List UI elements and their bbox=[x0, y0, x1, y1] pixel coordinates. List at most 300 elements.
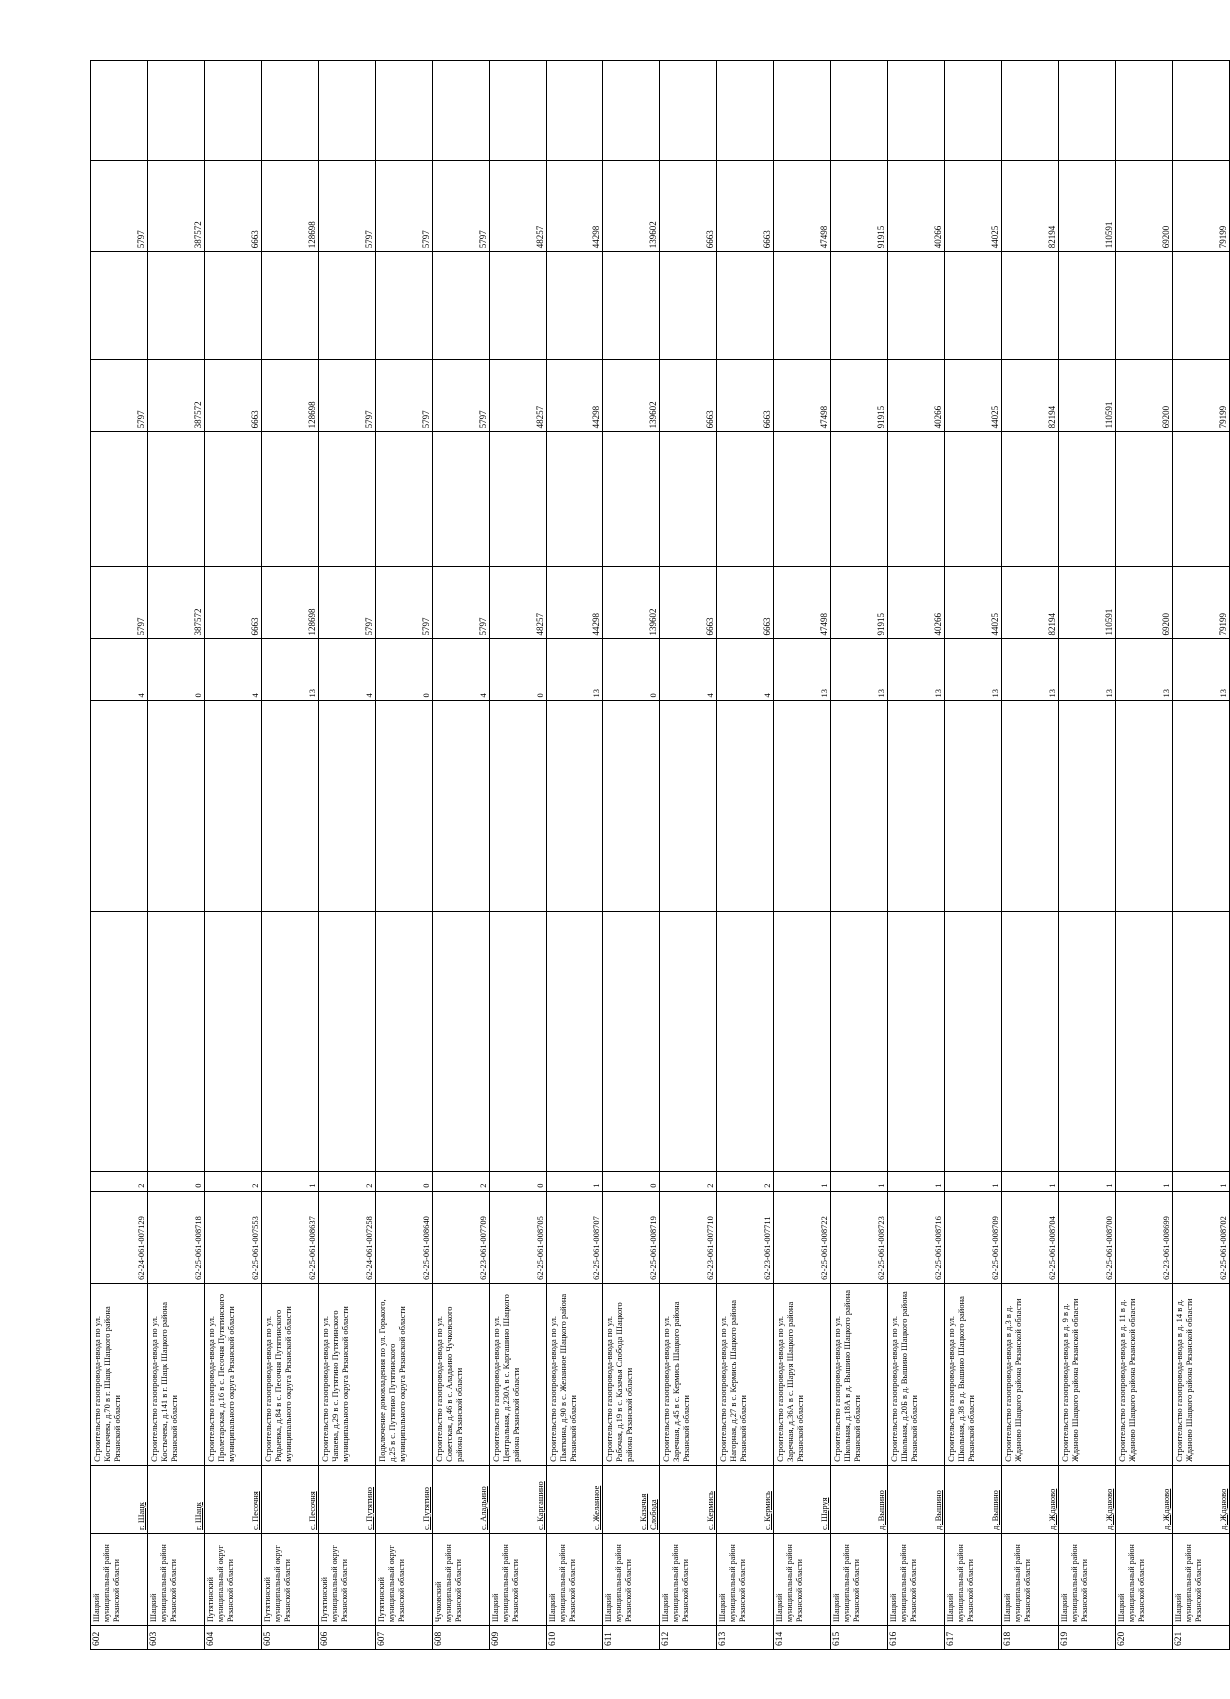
object-code-text: 62-23-061-008699 bbox=[1160, 1216, 1171, 1280]
quantity-text: 13 bbox=[1046, 688, 1057, 698]
value-cell-4 bbox=[1172, 161, 1229, 252]
empty-cell bbox=[91, 61, 148, 161]
table-row bbox=[774, 61, 831, 1650]
description-text: Строительство газопровода-ввода по ул. Школьная, д.38 в д. Вышино Шацкого района Рязанской области bbox=[946, 1296, 977, 1462]
object-code-cell bbox=[91, 1191, 148, 1283]
description-cell bbox=[91, 1283, 148, 1465]
empty-cell bbox=[204, 61, 261, 161]
quantity-text: 13 bbox=[306, 688, 317, 698]
object-code-cell bbox=[945, 1191, 1002, 1283]
value-4-text: 110591 bbox=[1103, 221, 1114, 249]
empty-cell bbox=[774, 911, 831, 1171]
row-number-cell bbox=[1002, 1626, 1059, 1650]
object-code-text: 62-25-061-008718 bbox=[192, 1216, 203, 1280]
count-cell bbox=[831, 1171, 888, 1191]
value-cell-2 bbox=[1172, 360, 1229, 432]
object-code-cell bbox=[1002, 1191, 1059, 1283]
value-2-text: 69200 bbox=[1160, 405, 1171, 429]
object-code-text: 62-25-061-008637 bbox=[306, 1216, 317, 1280]
empty-cell bbox=[1002, 432, 1059, 567]
municipality-cell bbox=[261, 1533, 318, 1625]
quantity-cell bbox=[660, 639, 717, 701]
table-row bbox=[888, 61, 945, 1650]
row-number-text: 606 bbox=[319, 1631, 330, 1646]
value-cell-2 bbox=[489, 360, 546, 432]
description-cell bbox=[660, 1283, 717, 1465]
row-number-cell bbox=[831, 1626, 888, 1650]
table-row bbox=[204, 61, 261, 1650]
description-cell bbox=[318, 1283, 375, 1465]
count-text: 2 bbox=[477, 1183, 488, 1188]
count-cell bbox=[1115, 1171, 1172, 1191]
object-code-text: 62-25-061-008723 bbox=[876, 1216, 887, 1280]
row-number-cell bbox=[945, 1626, 1002, 1650]
empty-cell bbox=[318, 432, 375, 567]
description-text: Строительство газопровода-ввода по ул. Нагорная, д.27 в с. Кермись Шацкого района Рязанской области bbox=[718, 1299, 749, 1462]
empty-cell bbox=[546, 61, 603, 161]
value-cell-1 bbox=[318, 567, 375, 639]
empty-cell bbox=[888, 911, 945, 1171]
value-cell-1 bbox=[1172, 567, 1229, 639]
settlement-text: с. Кермись bbox=[762, 1491, 773, 1530]
quantity-cell bbox=[204, 639, 261, 701]
value-2-text: 47498 bbox=[819, 405, 830, 429]
settlement-cell bbox=[1115, 1465, 1172, 1533]
quantity-text: 13 bbox=[876, 688, 887, 698]
value-4-text: 139602 bbox=[648, 221, 659, 249]
table-row bbox=[1058, 61, 1115, 1650]
settlement-text: с. Песочня bbox=[306, 1491, 317, 1530]
count-cell bbox=[717, 1171, 774, 1191]
empty-cell bbox=[1058, 61, 1115, 161]
value-2-text: 5797 bbox=[363, 410, 374, 429]
table-row bbox=[91, 61, 148, 1650]
description-text: Строительство газопровода-ввода по ул. Костычева, д.141 в г. Шацк Шацкого района Рязанской области bbox=[148, 1302, 179, 1462]
quantity-cell bbox=[603, 639, 660, 701]
value-cell-3 bbox=[774, 252, 831, 360]
data-table bbox=[90, 60, 1230, 1650]
municipality-cell bbox=[1058, 1533, 1115, 1625]
quantity-text: 13 bbox=[1103, 688, 1114, 698]
value-cell-4 bbox=[1115, 161, 1172, 252]
count-text: 1 bbox=[306, 1183, 317, 1188]
value-cell-3 bbox=[546, 252, 603, 360]
value-cell-3 bbox=[489, 252, 546, 360]
quantity-cell bbox=[432, 639, 489, 701]
table-row bbox=[1115, 61, 1172, 1650]
row-number-cell bbox=[888, 1626, 945, 1650]
table-row bbox=[546, 61, 603, 1650]
count-cell bbox=[660, 1171, 717, 1191]
table-row bbox=[831, 61, 888, 1650]
count-cell bbox=[147, 1171, 204, 1191]
value-cell-4 bbox=[1002, 161, 1059, 252]
value-4-text: 48257 bbox=[534, 225, 545, 249]
quantity-text: 13 bbox=[819, 688, 830, 698]
count-text: 2 bbox=[363, 1183, 374, 1188]
value-cell-2 bbox=[1058, 360, 1115, 432]
value-2-text: 6663 bbox=[249, 410, 260, 429]
empty-cell bbox=[204, 911, 261, 1171]
value-cell-2 bbox=[318, 360, 375, 432]
value-1-text: 5797 bbox=[363, 617, 374, 636]
object-code-cell bbox=[432, 1191, 489, 1283]
empty-cell bbox=[432, 911, 489, 1171]
municipality-text: Шацкий муниципальный район Рязанской области bbox=[92, 1544, 121, 1622]
object-code-cell bbox=[774, 1191, 831, 1283]
quantity-cell bbox=[831, 639, 888, 701]
empty-cell bbox=[774, 701, 831, 911]
rotated-table-container bbox=[90, 60, 1230, 1650]
value-1-text: 139602 bbox=[648, 608, 659, 636]
value-4-text: 5797 bbox=[420, 230, 431, 249]
empty-cell bbox=[1172, 432, 1229, 567]
empty-cell bbox=[1115, 701, 1172, 911]
empty-cell bbox=[1172, 911, 1229, 1171]
quantity-cell bbox=[1115, 639, 1172, 701]
empty-cell bbox=[831, 701, 888, 911]
quantity-cell bbox=[888, 639, 945, 701]
value-4-text: 6663 bbox=[249, 230, 260, 249]
value-cell-4 bbox=[261, 161, 318, 252]
value-cell-1 bbox=[1002, 567, 1059, 639]
row-number-text: 620 bbox=[1116, 1631, 1127, 1646]
value-cell-3 bbox=[261, 252, 318, 360]
quantity-text: 0 bbox=[648, 693, 659, 698]
description-cell bbox=[831, 1283, 888, 1465]
count-text: 2 bbox=[705, 1183, 716, 1188]
value-cell-3 bbox=[204, 252, 261, 360]
object-code-cell bbox=[660, 1191, 717, 1283]
count-cell bbox=[945, 1171, 1002, 1191]
value-2-text: 139602 bbox=[648, 401, 659, 429]
settlement-text: с. Казачья Слобода bbox=[638, 1493, 659, 1530]
value-4-text: 82194 bbox=[1046, 225, 1057, 249]
table-row bbox=[147, 61, 204, 1650]
empty-cell bbox=[489, 61, 546, 161]
count-text: 2 bbox=[135, 1183, 146, 1188]
value-cell-1 bbox=[660, 567, 717, 639]
row-number-cell bbox=[774, 1626, 831, 1650]
empty-cell bbox=[660, 911, 717, 1171]
count-text: 1 bbox=[990, 1183, 1000, 1188]
value-cell-3 bbox=[831, 252, 888, 360]
settlement-cell bbox=[375, 1465, 432, 1533]
value-cell-2 bbox=[375, 360, 432, 432]
row-number-text: 607 bbox=[376, 1631, 387, 1646]
empty-cell bbox=[432, 61, 489, 161]
row-number-cell bbox=[91, 1626, 148, 1650]
table-row bbox=[318, 61, 375, 1650]
empty-cell bbox=[603, 432, 660, 567]
description-cell bbox=[1115, 1283, 1172, 1465]
quantity-cell bbox=[375, 639, 432, 701]
description-cell bbox=[147, 1283, 204, 1465]
empty-cell bbox=[1002, 61, 1059, 161]
quantity-cell bbox=[489, 639, 546, 701]
settlement-cell bbox=[717, 1465, 774, 1533]
municipality-cell bbox=[375, 1533, 432, 1625]
settlement-text: с. Аладьино bbox=[477, 1486, 488, 1530]
row-number-text: 605 bbox=[262, 1631, 273, 1646]
value-2-text: 82194 bbox=[1046, 405, 1057, 429]
municipality-cell bbox=[831, 1533, 888, 1625]
object-code-text: 62-25-061-008722 bbox=[819, 1216, 830, 1280]
description-cell bbox=[603, 1283, 660, 1465]
value-4-text: 5797 bbox=[135, 230, 146, 249]
table-row bbox=[717, 61, 774, 1650]
empty-cell bbox=[546, 911, 603, 1171]
value-cell-1 bbox=[489, 567, 546, 639]
empty-cell bbox=[1058, 701, 1115, 911]
empty-cell bbox=[204, 701, 261, 911]
value-cell-1 bbox=[888, 567, 945, 639]
row-number-text: 609 bbox=[490, 1631, 501, 1646]
settlement-text: д. Жданово bbox=[1160, 1488, 1171, 1530]
row-number-cell bbox=[147, 1626, 204, 1650]
quantity-text: 13 bbox=[933, 688, 944, 698]
description-text: Строительство газопровода-ввода по ул. Школьная, д.20Б в д. Вышино Шацкого района Рязанской области bbox=[889, 1291, 920, 1462]
settlement-text: д. Жданово bbox=[1103, 1488, 1114, 1530]
description-cell bbox=[888, 1283, 945, 1465]
value-1-text: 82194 bbox=[1046, 612, 1057, 636]
count-text: 0 bbox=[648, 1183, 659, 1188]
row-number-text: 616 bbox=[889, 1631, 900, 1646]
municipality-cell bbox=[546, 1533, 603, 1625]
settlement-text: с. Путятино bbox=[420, 1486, 431, 1530]
municipality-cell bbox=[204, 1533, 261, 1625]
value-cell-2 bbox=[147, 360, 204, 432]
value-cell-1 bbox=[432, 567, 489, 639]
value-1-text: 110591 bbox=[1103, 608, 1114, 636]
value-4-text: 5797 bbox=[363, 230, 374, 249]
municipality-cell bbox=[147, 1533, 204, 1625]
value-cell-3 bbox=[147, 252, 204, 360]
count-text: 1 bbox=[933, 1183, 944, 1188]
empty-cell bbox=[660, 701, 717, 911]
value-4-text: 5797 bbox=[477, 230, 488, 249]
empty-cell bbox=[1058, 432, 1115, 567]
settlement-cell bbox=[91, 1465, 148, 1533]
empty-cell bbox=[261, 911, 318, 1171]
object-code-cell bbox=[831, 1191, 888, 1283]
description-cell bbox=[1058, 1283, 1115, 1465]
value-cell-4 bbox=[717, 161, 774, 252]
settlement-cell bbox=[546, 1465, 603, 1533]
count-cell bbox=[1002, 1171, 1059, 1191]
description-cell bbox=[1002, 1283, 1059, 1465]
quantity-text: 0 bbox=[420, 693, 431, 698]
municipality-cell bbox=[660, 1533, 717, 1625]
description-text: Строительство газопровода-ввода по ул. Пьяткина, д.90 в с. Желанное Шацкого района Рязанской области bbox=[547, 1293, 578, 1462]
value-2-text: 6663 bbox=[762, 410, 773, 429]
quantity-text: 13 bbox=[1218, 688, 1228, 698]
empty-cell bbox=[1058, 911, 1115, 1171]
value-cell-3 bbox=[375, 252, 432, 360]
empty-cell bbox=[660, 432, 717, 567]
description-cell bbox=[1172, 1283, 1229, 1465]
empty-cell bbox=[432, 432, 489, 567]
row-number-text: 608 bbox=[433, 1631, 444, 1646]
object-code-text: 62-25-061-007553 bbox=[249, 1216, 260, 1280]
municipality-text: Шацкий муниципальный район Рязанской области bbox=[547, 1544, 577, 1622]
value-1-text: 387572 bbox=[192, 608, 203, 636]
municipality-text: Шацкий муниципальный район Рязанской области bbox=[946, 1544, 976, 1622]
description-cell bbox=[945, 1283, 1002, 1465]
value-cell-3 bbox=[1172, 252, 1229, 360]
settlement-cell bbox=[888, 1465, 945, 1533]
table-row bbox=[375, 61, 432, 1650]
value-1-text: 44298 bbox=[591, 612, 602, 636]
row-number-text: 610 bbox=[547, 1631, 558, 1646]
municipality-text: Шацкий муниципальный район Рязанской области bbox=[604, 1544, 634, 1622]
value-cell-2 bbox=[432, 360, 489, 432]
description-cell bbox=[546, 1283, 603, 1465]
count-cell bbox=[91, 1171, 148, 1191]
table-row bbox=[603, 61, 660, 1650]
quantity-text: 4 bbox=[477, 693, 488, 698]
value-cell-3 bbox=[432, 252, 489, 360]
description-cell bbox=[261, 1283, 318, 1465]
count-cell bbox=[375, 1171, 432, 1191]
row-number-text: 619 bbox=[1059, 1631, 1070, 1646]
value-2-text: 5797 bbox=[420, 410, 431, 429]
municipality-cell bbox=[91, 1533, 148, 1625]
value-cell-4 bbox=[888, 161, 945, 252]
value-4-text: 44025 bbox=[990, 225, 1000, 249]
count-text: 1 bbox=[819, 1183, 830, 1188]
object-code-text: 62-25-061-008704 bbox=[1046, 1216, 1057, 1280]
settlement-text: с. Кермись bbox=[705, 1491, 716, 1530]
empty-cell bbox=[717, 911, 774, 1171]
empty-cell bbox=[261, 61, 318, 161]
quantity-cell bbox=[1002, 639, 1059, 701]
value-cell-4 bbox=[375, 161, 432, 252]
row-number-text: 615 bbox=[832, 1631, 843, 1646]
count-cell bbox=[432, 1171, 489, 1191]
object-code-text: 62-25-061-008716 bbox=[933, 1216, 944, 1280]
empty-cell bbox=[375, 61, 432, 161]
empty-cell bbox=[660, 61, 717, 161]
value-cell-4 bbox=[546, 161, 603, 252]
row-number-text: 617 bbox=[946, 1631, 957, 1646]
row-number-cell bbox=[261, 1626, 318, 1650]
row-number-cell bbox=[603, 1626, 660, 1650]
empty-cell bbox=[831, 911, 888, 1171]
settlement-cell bbox=[1002, 1465, 1059, 1533]
quantity-cell bbox=[91, 639, 148, 701]
description-text: Строительство газопровода-ввода по ул. Школьная, д.18А в д. Вышино Шацкого района Рязанской области bbox=[832, 1289, 863, 1462]
value-cell-4 bbox=[660, 161, 717, 252]
description-text: Строительство газопровода-ввода по ул. Центральная, д.230А в с. Каргашино Шацкого района Рязанской области bbox=[490, 1294, 521, 1462]
value-cell-3 bbox=[318, 252, 375, 360]
municipality-cell bbox=[1002, 1533, 1059, 1625]
description-text: Строительство газопровода-ввода по ул. Рядыевка, д.84 в с. Песочня Путятинского муниципального округа Рязанской области bbox=[262, 1306, 293, 1462]
object-code-cell bbox=[546, 1191, 603, 1283]
count-text: 2 bbox=[249, 1183, 260, 1188]
empty-cell bbox=[147, 911, 204, 1171]
description-cell bbox=[375, 1283, 432, 1465]
count-cell bbox=[546, 1171, 603, 1191]
value-cell-2 bbox=[204, 360, 261, 432]
municipality-cell bbox=[318, 1533, 375, 1625]
value-1-text: 6663 bbox=[762, 617, 773, 636]
count-text: 1 bbox=[1103, 1183, 1114, 1188]
row-number-text: 618 bbox=[1003, 1631, 1013, 1646]
value-1-text: 69200 bbox=[1160, 612, 1171, 636]
quantity-cell bbox=[147, 639, 204, 701]
count-cell bbox=[204, 1171, 261, 1191]
settlement-text: с. Каргашино bbox=[534, 1481, 545, 1530]
count-text: 0 bbox=[534, 1183, 545, 1188]
object-code-cell bbox=[717, 1191, 774, 1283]
empty-cell bbox=[489, 701, 546, 911]
value-4-text: 40266 bbox=[933, 225, 944, 249]
municipality-cell bbox=[1172, 1533, 1229, 1625]
value-1-text: 48257 bbox=[534, 612, 545, 636]
value-cell-3 bbox=[603, 252, 660, 360]
row-number-cell bbox=[375, 1626, 432, 1650]
description-text: Строительство газопровода-ввода по ул. Чапаева, д.29 в с. Путятино Путятинского муниципального округа Рязанской области bbox=[319, 1306, 350, 1462]
value-cell-2 bbox=[1115, 360, 1172, 432]
quantity-cell bbox=[717, 639, 774, 701]
municipality-text: Путятинский муниципальный округ Рязанской области bbox=[205, 1545, 235, 1622]
value-2-text: 40266 bbox=[933, 405, 944, 429]
object-code-text: 62-25-061-008719 bbox=[648, 1216, 659, 1280]
settlement-cell bbox=[945, 1465, 1002, 1533]
value-cell-1 bbox=[261, 567, 318, 639]
value-cell-3 bbox=[945, 252, 1002, 360]
table-row bbox=[660, 61, 717, 1650]
municipality-cell bbox=[717, 1533, 774, 1625]
description-text: Строительство газопровода-ввода по ул. Заречная, д.36А в с. Шаруя Шацкого района Рязанской области bbox=[775, 1301, 806, 1462]
value-2-text: 5797 bbox=[135, 410, 146, 429]
settlement-text: д. Вышино bbox=[990, 1490, 1000, 1530]
value-cell-2 bbox=[660, 360, 717, 432]
description-text: Строительство газопровода-ввода в д. 9 в д. Жданово Шацкого района Рязанской области bbox=[1059, 1298, 1080, 1462]
municipality-text: Шацкий муниципальный район Рязанской области bbox=[889, 1544, 919, 1622]
description-text: Строительство газопровода-ввода в д. 14 в д. Жданово Шацкого района Рязанской области bbox=[1173, 1298, 1194, 1462]
value-2-text: 128698 bbox=[306, 401, 317, 429]
value-4-text: 47498 bbox=[819, 225, 830, 249]
value-cell-2 bbox=[717, 360, 774, 432]
municipality-text: Шацкий муниципальный район Рязанской области bbox=[1059, 1544, 1089, 1622]
value-4-text: 79199 bbox=[1218, 225, 1228, 249]
table-row bbox=[1002, 61, 1059, 1650]
municipality-text: Путятинский муниципальный округ Рязанской области bbox=[376, 1545, 406, 1622]
settlement-cell bbox=[831, 1465, 888, 1533]
object-code-cell bbox=[318, 1191, 375, 1283]
description-cell bbox=[204, 1283, 261, 1465]
value-cell-4 bbox=[204, 161, 261, 252]
value-4-text: 387572 bbox=[192, 221, 203, 249]
value-cell-2 bbox=[603, 360, 660, 432]
object-code-cell bbox=[147, 1191, 204, 1283]
value-4-text: 6663 bbox=[705, 230, 716, 249]
row-number-text: 614 bbox=[775, 1631, 786, 1646]
value-2-text: 48257 bbox=[534, 405, 545, 429]
object-code-cell bbox=[603, 1191, 660, 1283]
settlement-text: с. Песочня bbox=[249, 1491, 260, 1530]
municipality-text: Шацкий муниципальный район Рязанской области bbox=[1116, 1544, 1146, 1622]
value-1-text: 40266 bbox=[933, 612, 944, 636]
row-number-text: 602 bbox=[92, 1631, 102, 1646]
empty-cell bbox=[1172, 61, 1229, 161]
row-number-cell bbox=[1058, 1626, 1115, 1650]
municipality-text: Шацкий муниципальный район Рязанской области bbox=[1003, 1544, 1032, 1622]
description-text: Строительство газопровода-ввода в д.3 в д. Жданово Шацкого района Рязанской области bbox=[1003, 1298, 1023, 1462]
settlement-cell bbox=[1172, 1465, 1229, 1533]
